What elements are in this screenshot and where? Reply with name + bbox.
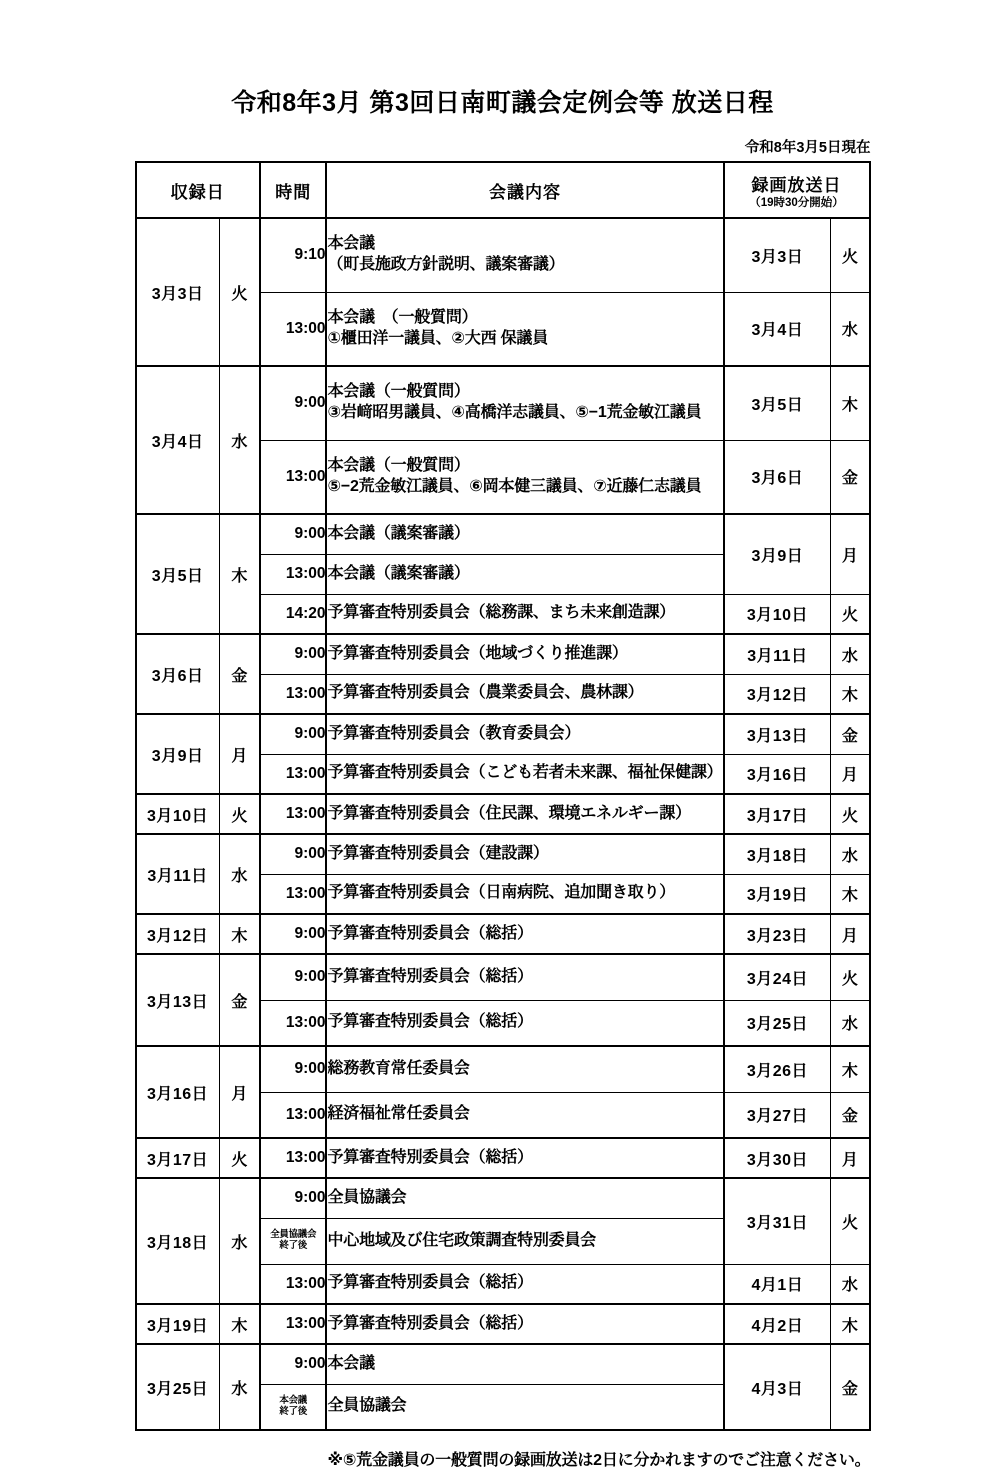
broadcast-weekday-cell: 水 <box>831 1264 870 1304</box>
record-date-cell: 3月3日 <box>136 218 220 366</box>
broadcast-weekday-cell: 火 <box>831 1178 870 1264</box>
broadcast-date-cell: 3月16日 <box>724 754 831 794</box>
broadcast-weekday-cell: 金 <box>831 1344 870 1430</box>
record-date-cell: 3月13日 <box>136 954 220 1046</box>
meeting-content-line1: 予算審査特別委員会（総括） <box>327 1274 533 1292</box>
meeting-content-cell <box>326 218 723 292</box>
broadcast-date-cell: 3月4日 <box>724 292 831 366</box>
time-cell: 13:00 <box>260 440 327 514</box>
meeting-content-cell <box>326 874 723 914</box>
broadcast-date-main: 録画放送日 <box>751 175 842 195</box>
broadcast-date-cell: 4月2日 <box>724 1304 831 1344</box>
record-weekday-cell: 水 <box>219 834 260 914</box>
record-weekday-cell: 月 <box>219 714 260 794</box>
record-date-cell: 3月9日 <box>136 714 220 794</box>
table-header <box>136 162 870 218</box>
record-weekday-cell: 金 <box>219 954 260 1046</box>
time-cell: 13:00 <box>260 674 327 714</box>
time-cell <box>260 1384 327 1430</box>
record-weekday-cell: 水 <box>219 366 260 514</box>
meeting-content-line1: 本会議（議案審議） <box>327 524 470 542</box>
meeting-content-cell <box>326 1092 723 1138</box>
meeting-content-cell <box>326 754 723 794</box>
table-row <box>136 954 870 1000</box>
time-cell: 9:00 <box>260 1046 327 1092</box>
meeting-content-line1: 総務教育常任委員会 <box>327 1059 470 1077</box>
time-cell <box>260 1218 327 1264</box>
broadcast-date-cell: 3月9日 <box>724 514 831 594</box>
record-date-cell: 3月4日 <box>136 366 220 514</box>
page-title: 令和8年3月 第3回日南町議会定例会等 放送日程 <box>231 89 774 117</box>
time-cell: 9:00 <box>260 634 327 674</box>
broadcast-date-cell: 3月12日 <box>724 674 831 714</box>
record-weekday-cell: 水 <box>219 1178 260 1304</box>
meeting-content-cell <box>326 440 723 514</box>
record-weekday-cell: 水 <box>219 1344 260 1430</box>
broadcast-weekday-cell: 金 <box>831 1092 870 1138</box>
time-cell: 13:00 <box>260 1138 327 1178</box>
time-cell: 9:00 <box>260 914 327 954</box>
broadcast-date-cell: 3月30日 <box>724 1138 831 1178</box>
time-cell: 13:00 <box>260 292 327 366</box>
as-of-date: 令和8年3月5日現在 <box>744 140 871 156</box>
broadcast-weekday-cell: 木 <box>831 1046 870 1092</box>
time-cell: 13:00 <box>260 1092 327 1138</box>
record-weekday-cell: 火 <box>219 218 260 366</box>
broadcast-date-cell: 3月19日 <box>724 874 831 914</box>
meeting-content-line2: （町長施政方針説明、議案審議） <box>327 256 565 274</box>
time-note-line2: 終了後 <box>279 1240 308 1251</box>
broadcast-weekday-cell: 火 <box>831 954 870 1000</box>
header-row <box>136 162 870 218</box>
record-date-cell: 3月10日 <box>136 794 220 834</box>
record-date-cell: 3月6日 <box>136 634 220 714</box>
broadcast-weekday-cell: 火 <box>831 594 870 634</box>
record-date-cell: 3月18日 <box>136 1178 220 1304</box>
broadcast-weekday-cell: 水 <box>831 292 870 366</box>
meeting-content-cell <box>326 1384 723 1430</box>
meeting-content-cell <box>326 714 723 754</box>
meeting-content-cell <box>326 1304 723 1344</box>
record-date-cell: 3月19日 <box>136 1304 220 1344</box>
table-row <box>136 794 870 834</box>
footnote: ※⑤荒金議員の一般質問の録画放送は2日に分かれますのでご注意ください。 <box>327 1452 871 1469</box>
time-cell: 9:00 <box>260 1344 327 1384</box>
meeting-content-cell <box>326 634 723 674</box>
meeting-content-cell <box>326 674 723 714</box>
broadcast-date-note: （19時30分開始） <box>749 196 844 209</box>
record-weekday-cell: 金 <box>219 634 260 714</box>
record-date-cell: 3月17日 <box>136 1138 220 1178</box>
broadcast-weekday-cell: 火 <box>831 218 870 292</box>
meeting-content-line1: 本会議（一般質問） <box>327 456 470 474</box>
record-weekday-cell: 火 <box>219 1138 260 1178</box>
broadcast-date-cell: 3月17日 <box>724 794 831 834</box>
table-row <box>136 514 870 554</box>
meeting-content-line1: 予算審査特別委員会（総括） <box>327 1013 533 1031</box>
time-cell: 13:00 <box>260 554 327 594</box>
broadcast-date-cell: 3月31日 <box>724 1178 831 1264</box>
table-row <box>136 834 870 874</box>
meeting-content-line1: 本会議 （一般質問） <box>327 308 478 326</box>
meeting-content-line1: 本会議 <box>327 1354 375 1372</box>
meeting-content-line1: 予算審査特別委員会（こども若者未来課、福祉保健課） <box>327 764 723 782</box>
record-weekday-cell: 木 <box>219 914 260 954</box>
column-header-content: 会議内容 <box>326 162 723 218</box>
meeting-content-line1: 予算審査特別委員会（建設課） <box>327 844 549 862</box>
meeting-content-cell <box>326 1138 723 1178</box>
meeting-content-line1: 予算審査特別委員会（住民課、環境エネルギー課） <box>327 804 691 822</box>
broadcast-weekday-cell: 月 <box>831 754 870 794</box>
broadcast-weekday-cell: 火 <box>831 794 870 834</box>
broadcast-weekday-cell: 月 <box>831 1138 870 1178</box>
time-cell: 9:00 <box>260 514 327 554</box>
meeting-content-line1: 予算審査特別委員会（農業委員会、農林課） <box>327 684 644 702</box>
time-cell: 9:00 <box>260 834 327 874</box>
meeting-content-line1: 予算審査特別委員会（総務課、まち未来創造課） <box>327 604 676 622</box>
meeting-content-cell <box>326 834 723 874</box>
time-note-line1: 全員協議会 <box>270 1229 317 1241</box>
broadcast-weekday-cell: 月 <box>831 914 870 954</box>
meeting-content-cell <box>326 554 723 594</box>
broadcast-date-cell: 3月11日 <box>724 634 831 674</box>
meeting-content-line1: 経済福祉常任委員会 <box>327 1105 470 1123</box>
meeting-content-cell <box>326 292 723 366</box>
meeting-content-line2: ⑤−2荒金敏江議員、⑥岡本健三議員、⑦近藤仁志議員 <box>327 477 702 495</box>
broadcast-weekday-cell: 水 <box>831 634 870 674</box>
broadcast-date-cell: 3月3日 <box>724 218 831 292</box>
record-weekday-cell: 木 <box>219 1304 260 1344</box>
table-row <box>136 218 870 292</box>
broadcast-date-cell: 3月10日 <box>724 594 831 634</box>
meeting-content-line1: 本会議（一般質問） <box>327 383 470 401</box>
broadcast-date-cell: 3月23日 <box>724 914 831 954</box>
meeting-content-cell <box>326 366 723 440</box>
broadcast-date-cell: 3月25日 <box>724 1000 831 1046</box>
time-cell: 9:00 <box>260 714 327 754</box>
time-cell: 13:00 <box>260 874 327 914</box>
broadcast-date-cell: 3月18日 <box>724 834 831 874</box>
table-row <box>136 1046 870 1092</box>
time-cell: 13:00 <box>260 1304 327 1344</box>
meeting-content-line1: 全員協議会 <box>327 1188 407 1206</box>
time-note-line2: 終了後 <box>279 1405 308 1417</box>
meeting-content-line1: 本会議（議案審議） <box>327 564 470 582</box>
time-cell: 9:00 <box>260 1178 327 1218</box>
broadcast-weekday-cell: 木 <box>831 874 870 914</box>
broadcast-weekday-cell: 水 <box>831 834 870 874</box>
table-row <box>136 714 870 754</box>
meeting-content-line1: 予算審査特別委員会（総括） <box>327 1148 533 1166</box>
meeting-content-cell <box>326 594 723 634</box>
broadcast-date-cell: 3月24日 <box>724 954 831 1000</box>
record-weekday-cell: 月 <box>219 1046 260 1138</box>
table-body <box>136 218 870 1430</box>
broadcast-weekday-cell: 月 <box>831 514 870 594</box>
broadcast-weekday-cell: 木 <box>831 674 870 714</box>
meeting-content-line2: ③岩﨑昭男議員、④高橋洋志議員、⑤−1荒金敏江議員 <box>327 404 702 422</box>
table-row <box>136 1138 870 1178</box>
broadcast-weekday-cell: 木 <box>831 1304 870 1344</box>
meeting-content-line1: 予算審査特別委員会（地域づくり推進課） <box>327 644 628 662</box>
broadcast-date-cell: 4月3日 <box>724 1344 831 1430</box>
time-note-line1: 本会議 <box>279 1394 308 1406</box>
column-header-time: 時間 <box>260 162 327 218</box>
meeting-content-cell <box>326 514 723 554</box>
meeting-content-line1: 予算審査特別委員会（総括） <box>327 1314 533 1332</box>
time-cell: 9:10 <box>260 218 327 292</box>
time-cell: 13:00 <box>260 1000 327 1046</box>
broadcast-date-cell: 3月27日 <box>724 1092 831 1138</box>
meeting-content-cell <box>326 1218 723 1264</box>
time-cell: 13:00 <box>260 794 327 834</box>
time-cell: 13:00 <box>260 1264 327 1304</box>
broadcast-date-cell: 3月26日 <box>724 1046 831 1092</box>
meeting-content-cell <box>326 1046 723 1092</box>
table-row <box>136 1304 870 1344</box>
table-row <box>136 366 870 440</box>
record-weekday-cell: 火 <box>219 794 260 834</box>
table-row <box>136 914 870 954</box>
record-date-cell: 3月16日 <box>136 1046 220 1138</box>
meeting-content-line1: 予算審査特別委員会（教育委員会） <box>327 724 581 742</box>
table-row <box>136 1178 870 1218</box>
table-row <box>136 634 870 674</box>
time-cell: 13:00 <box>260 754 327 794</box>
time-cell: 9:00 <box>260 366 327 440</box>
time-cell: 14:20 <box>260 594 327 634</box>
time-cell: 9:00 <box>260 954 327 1000</box>
meeting-content-cell <box>326 1344 723 1384</box>
meeting-content-line2: ①櫃田洋一議員、②大西 保議員 <box>327 329 549 347</box>
meeting-content-cell <box>326 914 723 954</box>
record-date-cell: 3月11日 <box>136 834 220 914</box>
broadcast-schedule-table <box>135 161 871 1431</box>
column-header-broadcast-date <box>724 162 870 218</box>
record-date-cell: 3月5日 <box>136 514 220 634</box>
meeting-content-cell <box>326 1178 723 1218</box>
meeting-content-cell <box>326 794 723 834</box>
meeting-content-cell <box>326 1000 723 1046</box>
broadcast-date-cell: 3月6日 <box>724 440 831 514</box>
broadcast-weekday-cell: 金 <box>831 440 870 514</box>
broadcast-date-cell: 4月1日 <box>724 1264 831 1304</box>
column-header-record-date: 収録日 <box>136 162 260 218</box>
record-date-cell: 3月25日 <box>136 1344 220 1430</box>
table-row <box>136 1344 870 1384</box>
meeting-content-line1: 全員協議会 <box>327 1397 407 1415</box>
meeting-content-cell <box>326 1264 723 1304</box>
meeting-content-line1: 予算審査特別委員会（日南病院、追加聞き取り） <box>327 884 676 902</box>
broadcast-date-cell: 3月13日 <box>724 714 831 754</box>
broadcast-weekday-cell: 水 <box>831 1000 870 1046</box>
meeting-content-line1: 本会議 <box>327 235 375 253</box>
record-weekday-cell: 木 <box>219 514 260 634</box>
broadcast-weekday-cell: 木 <box>831 366 870 440</box>
meeting-content-line1: 予算審査特別委員会（総括） <box>327 967 533 985</box>
meeting-content-line1: 予算審査特別委員会（総括） <box>327 924 533 942</box>
broadcast-weekday-cell: 金 <box>831 714 870 754</box>
meeting-content-cell <box>326 954 723 1000</box>
record-date-cell: 3月12日 <box>136 914 220 954</box>
broadcast-date-cell: 3月5日 <box>724 366 831 440</box>
schedule-table-wrapper <box>135 161 871 1431</box>
meeting-content-line1: 中心地域及び住宅政策調査特別委員会 <box>327 1231 597 1249</box>
